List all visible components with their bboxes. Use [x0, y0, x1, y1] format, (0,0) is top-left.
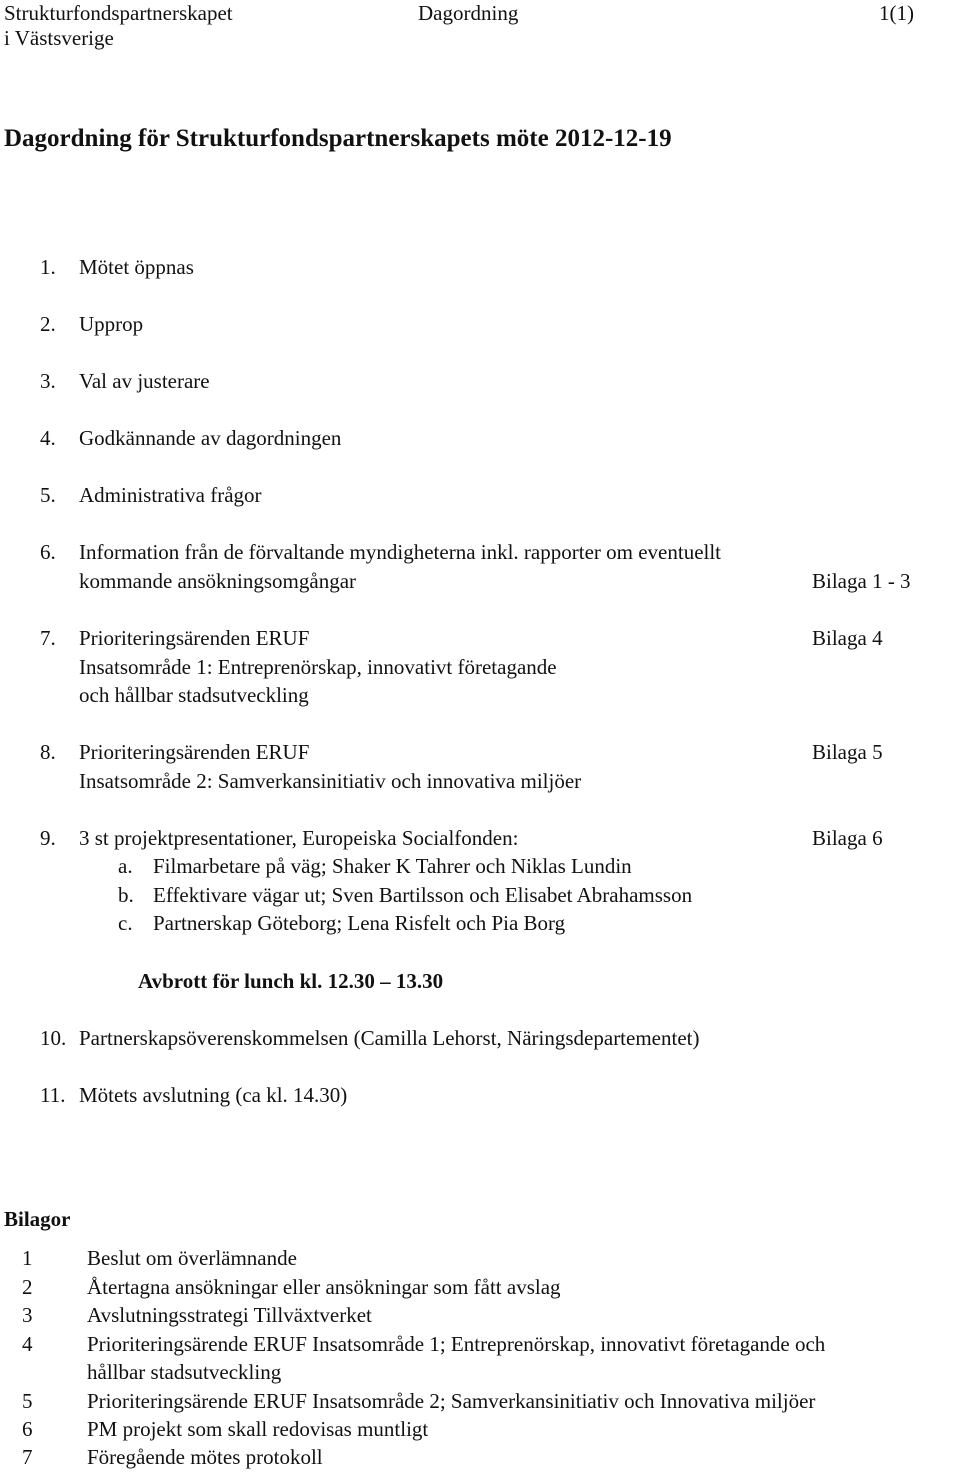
- agenda-item-attachment: Bilaga 6: [812, 826, 883, 850]
- agenda-item-number: 6.: [40, 540, 56, 564]
- agenda-item-attachment: Bilaga 1 - 3: [812, 569, 911, 593]
- agenda-item-text: Administrativa frågor: [79, 483, 262, 507]
- agenda-item-text: Val av justerare: [79, 369, 210, 393]
- agenda-item-number: 2.: [40, 312, 56, 336]
- agenda-item-text: 3 st projektpresentationer, Europeiska Socialfonden:: [79, 826, 519, 850]
- sub-item-text: Effektivare vägar ut; Sven Bartilsson och Elisabet Abrahamsson: [153, 883, 693, 907]
- attachment-text: Prioriteringsärende ERUF Insatsområde 2; Samverkansinitiativ och Innovativa miljöer: [87, 1389, 816, 1413]
- sub-item-letter: c.: [118, 911, 133, 935]
- header-org-line2: i Västsverige: [4, 26, 114, 50]
- attachments-heading: Bilagor: [4, 1207, 71, 1231]
- agenda-item-number: 8.: [40, 740, 56, 764]
- attachment-text: Prioriteringsärende ERUF Insatsområde 1; Entreprenörskap, innovativt företagande och: [87, 1332, 826, 1356]
- attachment-number: 4: [22, 1332, 33, 1356]
- header-doc-type: Dagordning: [418, 1, 519, 25]
- agenda-item-number: 5.: [40, 483, 56, 507]
- header-page-number: 1(1): [879, 1, 914, 25]
- agenda-item-text: Upprop: [79, 312, 144, 336]
- agenda-item-number: 1.: [40, 255, 56, 279]
- sub-item-text: Partnerskap Göteborg; Lena Risfelt och Pia Borg: [153, 911, 566, 935]
- attachment-text: Avslutningsstrategi Tillväxtverket: [87, 1303, 372, 1327]
- header-org-line1: Strukturfondspartnerskapet: [4, 1, 233, 25]
- agenda-item-number: 11.: [40, 1083, 66, 1107]
- page-title: Dagordning för Strukturfondspartnerskapets möte 2012-12-19: [4, 125, 672, 152]
- attachment-text: Återtagna ansökningar eller ansökningar som fått avslag: [87, 1275, 561, 1299]
- agenda-item-text: Prioriteringsärenden ERUF: [79, 740, 310, 764]
- agenda-item-text: Prioriteringsärenden ERUF: [79, 626, 310, 650]
- agenda-item-number: 4.: [40, 426, 56, 450]
- sub-item-text: Filmarbetare på väg; Shaker K Tahrer och Niklas Lundin: [153, 854, 632, 878]
- agenda-item-text: Partnerskapsöverenskommelsen (Camilla Lehorst, Näringsdepartementet): [79, 1026, 700, 1050]
- attachment-text: PM projekt som skall redovisas muntligt: [87, 1417, 429, 1441]
- attachment-text: Föregående mötes protokoll: [87, 1445, 323, 1469]
- lunch-break: Avbrott för lunch kl. 12.30 – 13.30: [138, 969, 444, 993]
- sub-item-letter: b.: [118, 883, 134, 907]
- agenda-item-number: 10.: [40, 1026, 67, 1050]
- agenda-item-text: och hållbar stadsutveckling: [79, 683, 309, 707]
- agenda-item-text: Godkännande av dagordningen: [79, 426, 342, 450]
- attachment-number: 1: [22, 1246, 33, 1270]
- attachment-number: 5: [22, 1389, 33, 1413]
- agenda-item-text: Insatsområde 2: Samverkansinitiativ och innovativa miljöer: [79, 769, 582, 793]
- agenda-item-text: kommande ansökningsomgångar: [79, 569, 357, 593]
- agenda-item-number: 9.: [40, 826, 56, 850]
- attachment-number: 6: [22, 1417, 33, 1441]
- attachment-number: 7: [22, 1445, 33, 1469]
- attachment-number: 3: [22, 1303, 33, 1327]
- attachment-text: hållbar stadsutveckling: [87, 1360, 282, 1384]
- agenda-item-attachment: Bilaga 4: [812, 626, 883, 650]
- sub-item-letter: a.: [118, 854, 133, 878]
- attachment-number: 2: [22, 1275, 33, 1299]
- agenda-item-number: 3.: [40, 369, 56, 393]
- agenda-item-text: Mötets avslutning (ca kl. 14.30): [79, 1083, 348, 1107]
- attachment-text: Beslut om överlämnande: [87, 1246, 297, 1270]
- agenda-item-text: Insatsområde 1: Entreprenörskap, innovativt företagande: [79, 655, 557, 679]
- agenda-item-text: Mötet öppnas: [79, 255, 194, 279]
- agenda-item-text: Information från de förvaltande myndigheterna inkl. rapporter om eventuellt: [79, 540, 722, 564]
- agenda-item-attachment: Bilaga 5: [812, 740, 883, 764]
- agenda-item-number: 7.: [40, 626, 56, 650]
